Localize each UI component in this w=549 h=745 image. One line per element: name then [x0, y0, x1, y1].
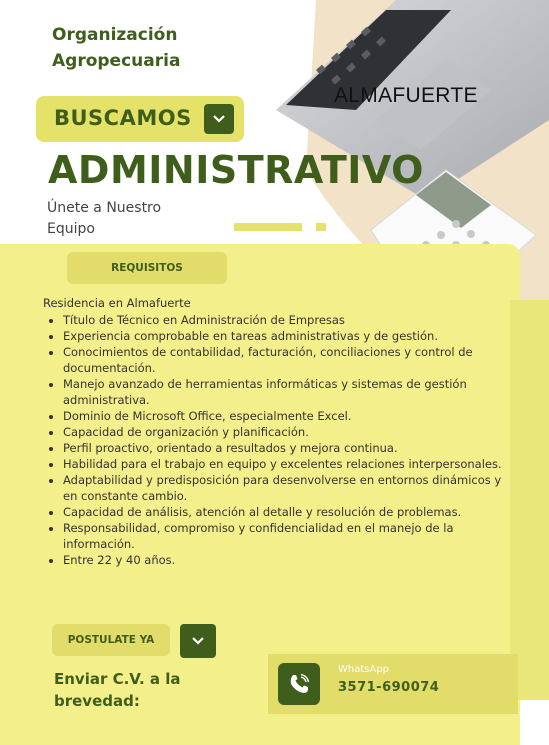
- join-line1: Únete a Nuestro: [47, 200, 162, 216]
- org-line1: Organización: [52, 25, 178, 45]
- chevron-down-icon: [204, 104, 234, 134]
- requirements-list: [48, 312, 515, 568]
- location-title: ALMAFUERTE: [334, 84, 478, 107]
- list-item: • Experiencia comprobable en tareas administrativas y de gestión.: [63, 328, 515, 344]
- org-line2: Agropecuaria: [52, 51, 181, 71]
- list-item: • Conocimientos de contabilidad, facturación, conciliaciones y control de documentación.: [63, 344, 515, 376]
- phone-icon: [278, 663, 320, 705]
- list-item: • Entre 22 y 40 años.: [63, 552, 515, 568]
- decor-bar: [234, 223, 302, 231]
- residence-text: Residencia en Almafuerte: [43, 296, 191, 310]
- position-title: ADMINISTRATIVO: [48, 148, 424, 192]
- list-item: • Capacidad de análisis, atención al detalle y resolución de problemas.: [63, 504, 515, 520]
- requirements-title: REQUISITOS: [67, 252, 227, 284]
- list-item: • Habilidad para el trabajo en equipo y excelentes relaciones interpersonales.: [63, 456, 515, 472]
- whatsapp-label: WhatsApp: [338, 664, 390, 675]
- list-item: • Responsabilidad, compromiso y confidencialidad en el manejo de la información.: [63, 520, 515, 552]
- list-item: • Dominio de Microsoft Office, especialmente Excel.: [63, 408, 515, 424]
- whatsapp-number[interactable]: 3571-690074: [338, 680, 440, 695]
- buscamos-banner: [36, 96, 244, 142]
- list-item: • Capacidad de organización y planificación.: [63, 424, 515, 440]
- postulate-button[interactable]: POSTULATE YA: [52, 624, 170, 656]
- join-line2: Equipo: [47, 221, 95, 237]
- decor-dot: [316, 223, 326, 231]
- right-decor-strip: [510, 300, 549, 700]
- chevron-down-icon[interactable]: [180, 624, 216, 658]
- send-line1: Enviar C.V. a la: [54, 670, 181, 688]
- list-item: • Manejo avanzado de herramientas informáticas y sistemas de gestión administrativa.: [63, 376, 515, 408]
- organization-name: [52, 22, 252, 74]
- send-cv-text: [54, 668, 224, 712]
- send-line2: brevedad:: [54, 692, 140, 710]
- list-item: • Título de Técnico en Administración de Empresas: [63, 312, 515, 328]
- list-item: • Adaptabilidad y predisposición para desenvolverse en entornos dinámicos y en constante cambio.: [63, 472, 515, 504]
- join-team-text: [47, 198, 161, 240]
- buscamos-label: BUSCAMOS: [54, 106, 192, 130]
- list-item: • Perfil proactivo, orientado a resultados y mejora continua.: [63, 440, 515, 456]
- whatsapp-contact[interactable]: [268, 654, 518, 714]
